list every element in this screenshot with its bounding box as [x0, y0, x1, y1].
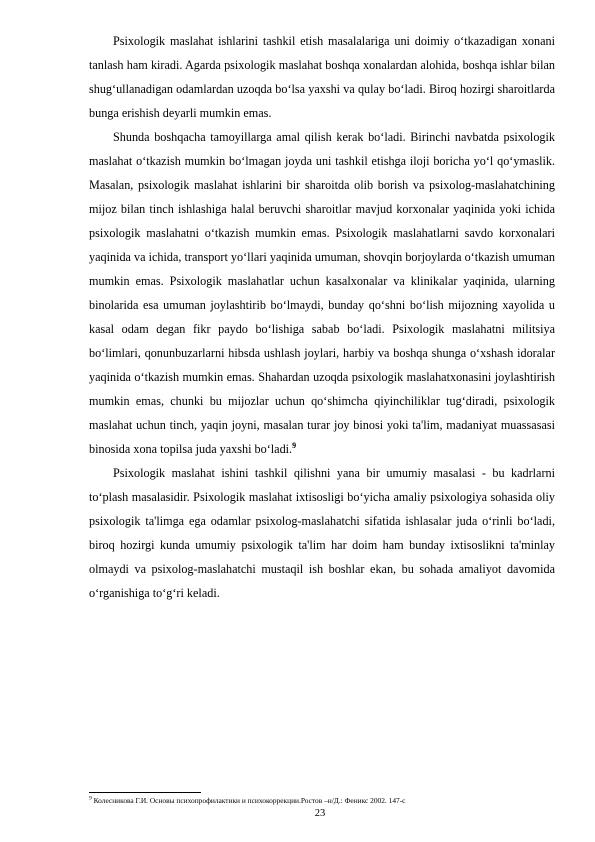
paragraph-2-text: Shunda boshqacha tamoyillarga amal qilish kerak bo‘ladi. Birinchi navbatda psixologik maslahat o‘tkazish mumkin bo‘lmagan joyda uni tashkil etishga iloji boricha yo‘l qo‘ymaslik. Masalan, psixologik maslahat ishlarini bir sharoitda olib borish va psixolog-maslahatchining mijoz bilan tinch ishlashiga halal beruvchi sharoitlar mavjud korxonalar yaqinida yoki ichida psixologik maslahatni o‘tkazish mumkin emas. Psixologik maslahatlarni savdo korxonalari yaqinida va ichida, transport yo‘llari yaqinida umuman, shovqin borjoylarda o‘tkazish umuman mumkin emas. Psixologik maslahatlar uchun kasalxonalar va klinikalar yaqinida, ularning binolarida esa umuman joylashtirib bo‘lmaydi, bunday qo‘shni bo‘lish mijozning xayolida u kasal odam degan fikr paydo bo‘lishiga sabab bo‘ladi. Psixologik maslahatni militsiya bo‘limlari, qonunbuzarlarni hibsda ushlash joylari, harbiy va boshqa shunga o‘xshash idoralar yaqinida o‘tkazish mumkin emas. Shahardan uzoqda psixologik maslahatxonasini joylashtirish mumkin emas, chunki bu mijozlar uchun qo‘shimcha qiyinchiliklar tug‘diradi, psixologik maslahat uchun tinch, yaqin joyni, masalan turar joy binosi yoki ta'lim, madaniyat muassasasi binosida xona topilsa juda yaxshi bo‘ladi.: [89, 130, 555, 456]
footnote-separator: [89, 792, 201, 793]
footnote-text: Колесникова Г.И. Основы психопрофилактики и психокоррекции.Ростов –н/Д.: Феникс 2002. 147-с: [91, 796, 406, 805]
footnote: [89, 796, 555, 806]
paragraph-1: Psixologik maslahat ishlarini tashkil etish masalalariga uni doimiy o‘tkazadigan xonani tanlash ham kiradi. Agarda psixologik maslahat boshqa xonalardan alohida, boshqa ishlar bilan shug‘ullanadigan odamlardan uzoqda bo‘lsa yaxshi va qulay bo‘ladi. Biroq hozirgi sharoitlarda bunga erishish deyarli mumkin emas.: [89, 34, 555, 120]
footnote-reference: 9: [292, 440, 297, 450]
main-text: [89, 29, 555, 605]
footnote-marker: 9: [89, 795, 92, 802]
page-number: 23: [314, 808, 326, 819]
paragraph-3: Psixologik maslahat ishini tashkil qilishni yana bir umumiy masalasi - bu kadrlarni to‘plash masalasidir. Psixologik maslahat ixtisosligi bo‘yicha amaliy psixologiya sohasida oliy psixologik ta'limga ega odamlar psixolog-maslahatchi sifatida ishlasalar juda o‘rinli bo‘ladi, biroq hozirgi kunda umumiy psixologik ta'lim har doim ham bunday ixtisoslikni ta'minlay olmaydi va psixolog-maslahatchi mustaqil ish boshlar ekan, bu sohada amaliyot davomida o‘rganishiga to‘g‘ri keladi.: [89, 466, 555, 600]
paragraph-2: [89, 125, 555, 461]
